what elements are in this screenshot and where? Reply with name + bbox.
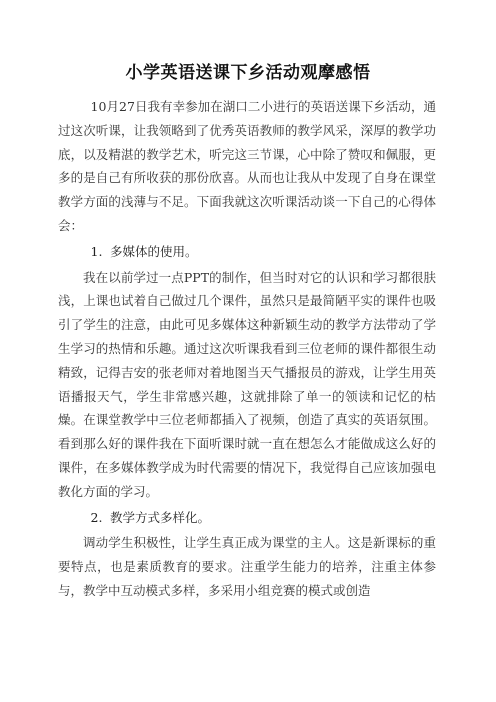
section-number-2: 2. bbox=[90, 509, 103, 525]
section-heading-text-2: 教学方式多样化。 bbox=[109, 509, 210, 525]
section-heading-text-1: 多媒体的使用。 bbox=[109, 243, 198, 259]
section-paragraph-1: 我在以前学过一点PPT的制作，但当时对它的认识和学习都很肤浅，上课也试着自己做过几个课件，虽然只是最简陋平实的课件也吸引了学生的注意，由此可见多媒体这种新颖生动的教学方法带动了学生学习的热情和乐趣。通过这次听课我看到三位老师的课件都很生动精致，记得吉安的张老师对着地图当天气播报员的游戏，让学生用英语播报天气，学生非常感兴趣，这就排除了单一的领读和记忆的枯燥。在课堂教学中三位老师都插入了视频，创造了真实的英语氛围。看到那么好的课件我在下面听课时就一直在想怎么才能做成这么好的课件，在多媒体教学成为时代需要的情况下，我觉得自己应该加强电教化方面的学习。 bbox=[58, 269, 436, 499]
section-number-1: 1. bbox=[90, 243, 103, 259]
section-heading-1 bbox=[58, 240, 436, 264]
document-body bbox=[58, 95, 436, 603]
section-paragraph-2: 调动学生积极性，让学生真正成为课堂的主人。这是新课标的重要特点，也是素质教育的要求。注重学生能力的培养，注重主体参与，教学中互动模式多样，多采用小组竞赛的模式或创造 bbox=[58, 535, 436, 598]
intro-paragraph: 10月27日我有幸参加在湖口二小进行的英语送课下乡活动，通过这次听课，让我领略到了优秀英语教师的教学风采，深厚的教学功底，以及精湛的教学艺术，听完这三节课，心中除了赞叹和佩服，更多的是自己有所收获的那份欣喜。从而也让我从中发现了自身在课堂教学方面的浅薄与不足。下面我就这次听课活动谈一下自己的心得体会： bbox=[58, 99, 436, 233]
section-heading-2 bbox=[58, 506, 436, 530]
document-title: 小学英语送课下乡活动观摩感悟 bbox=[125, 63, 371, 83]
